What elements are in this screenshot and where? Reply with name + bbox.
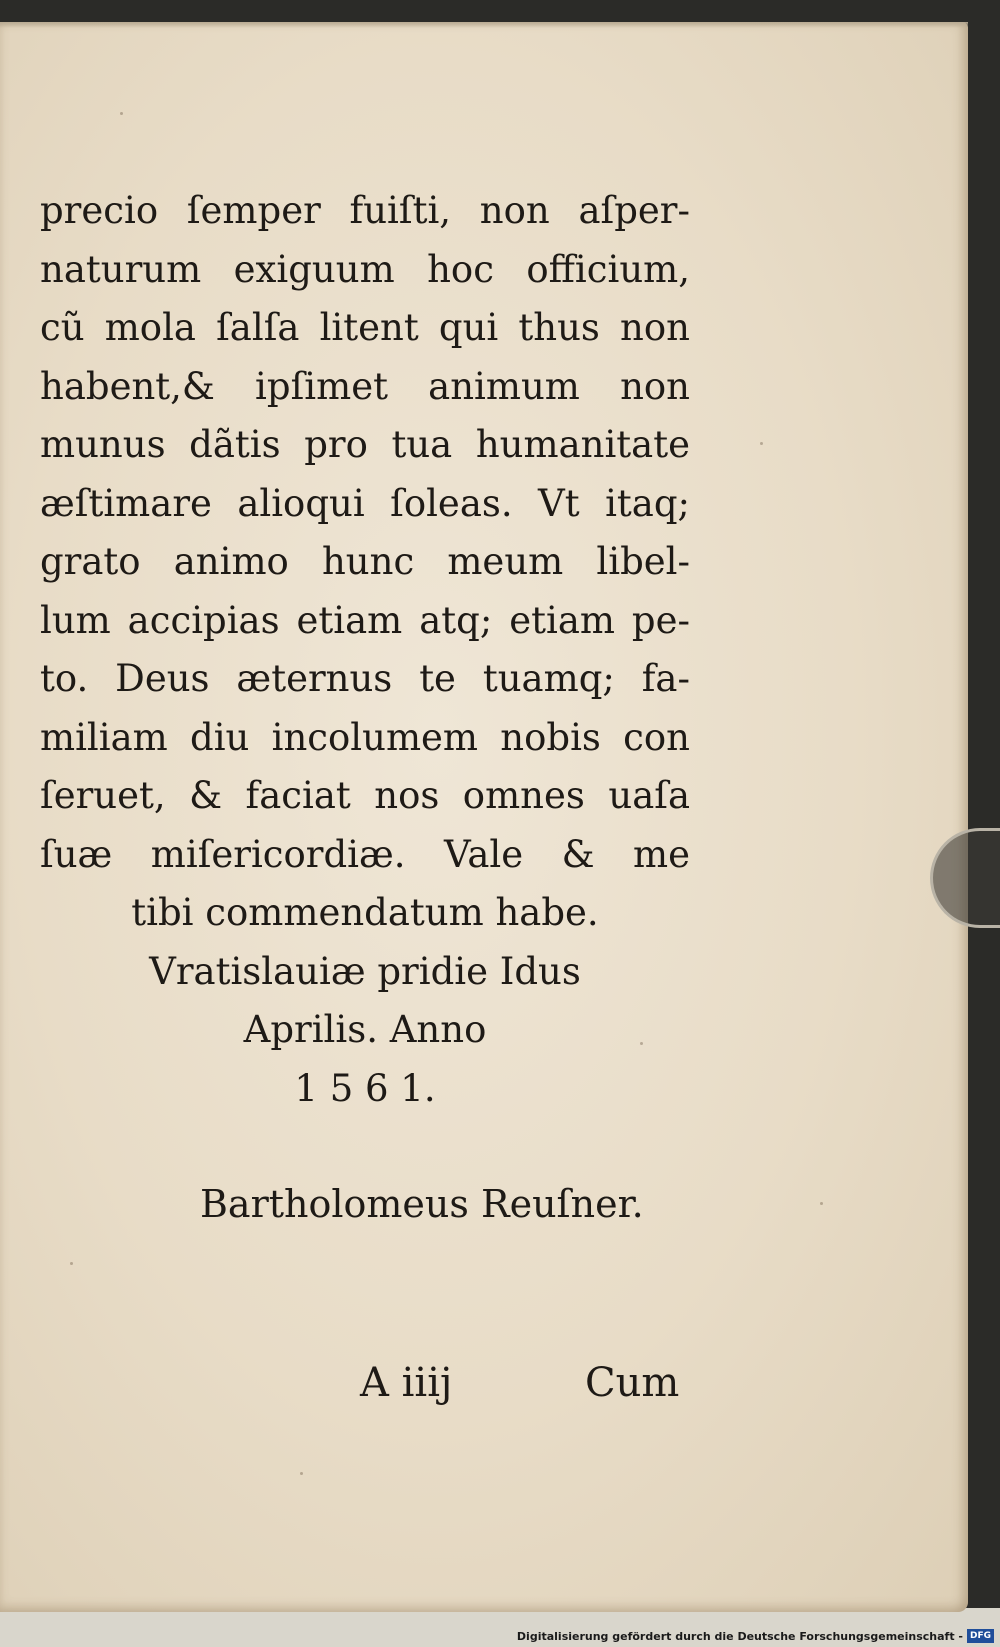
dateline-month-year: Aprilis. Anno: [243, 1008, 487, 1051]
text-line: munus dãtis pro tua humanitate: [40, 423, 690, 466]
text-line: ſuæ miſericordiæ. Vale & me: [40, 832, 690, 876]
catchword: Cum: [585, 1360, 680, 1406]
text-line: habent,& ipſimet animum non: [40, 364, 690, 408]
author-signature: Bartholomeus Reuſner.: [200, 1182, 644, 1226]
text-line: æſtimare alioqui ſoleas. Vt itaq;: [40, 481, 690, 525]
text-line: miliam diu incolumem nobis con: [40, 715, 690, 759]
digitization-credit: [517, 1628, 994, 1644]
text-line: to. Deus æternus te tuamq; fa-: [40, 657, 690, 700]
text-line: cũ mola ſalſa litent qui thus non: [40, 306, 690, 349]
paper-speck: [70, 1262, 73, 1265]
text-line: lum accipias etiam atq; etiam pe-: [40, 598, 690, 642]
text-line: ſeruet, & faciat nos omnes uaſa: [40, 774, 690, 817]
dateline-year: 1 5 6 1.: [294, 1066, 436, 1110]
text-line: tibi commendatum habe.: [131, 891, 599, 934]
text-line: naturum exiguum hoc officium,: [40, 247, 690, 291]
credit-text: Digitalisierung gefördert durch die Deutsche Forschungsgemeinschaft -: [516, 1629, 963, 1643]
letter-body: [40, 182, 690, 1118]
dfg-logo: DFG: [967, 1629, 994, 1643]
text-line: precio ſemper fuiſti, non aſper-: [40, 189, 690, 232]
dateline-place: Vratislauiæ pridie Idus: [149, 949, 581, 993]
page-edge-shadow: [0, 22, 968, 28]
paper-speck: [120, 112, 123, 115]
book-page: [0, 22, 968, 1612]
paper-speck: [760, 442, 763, 445]
signature-mark: A iiij: [360, 1360, 453, 1406]
paper-speck: [820, 1202, 823, 1205]
paper-speck: [300, 1472, 303, 1475]
text-line: grato animo hunc meum libel-: [40, 540, 690, 583]
